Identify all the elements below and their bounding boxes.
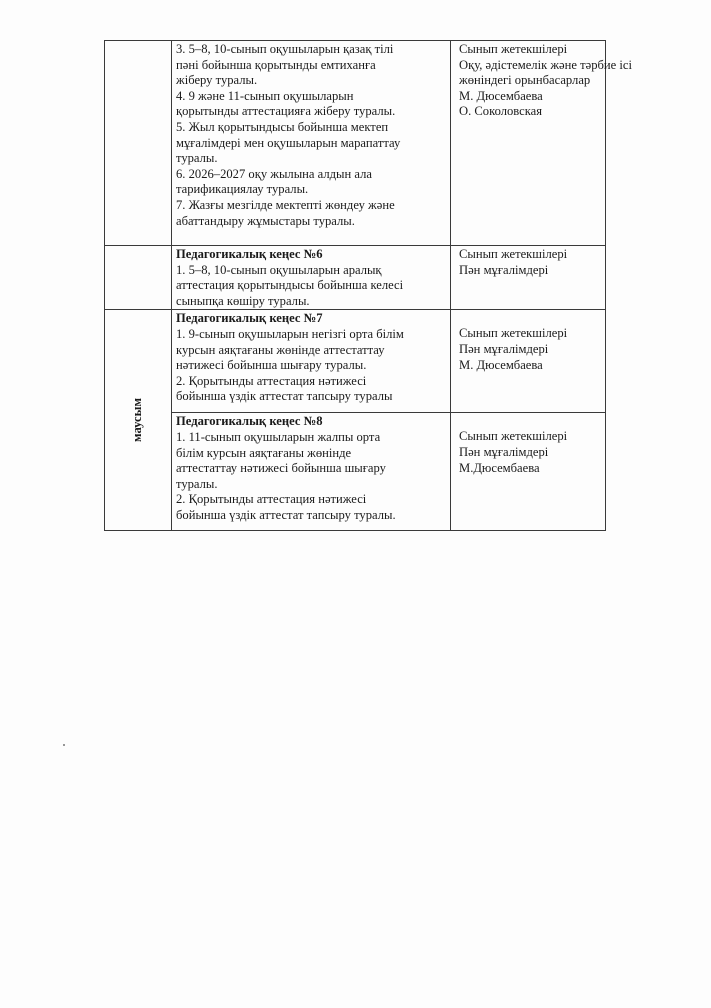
agenda-line: сыныпқа көшіру туралы. [176,293,310,308]
responsible-line: М.Дюсембаева [459,460,540,475]
month-cell-empty [105,41,172,246]
month-cell-empty [105,246,172,310]
agenda-line: жіберу туралы. [176,73,258,88]
agenda-line: мұғалімдері мен оқушыларын марапаттау [176,135,401,150]
agenda-line: тарификациялау туралы. [176,182,309,197]
responsible-line: жөніндегі орынбасарлар [459,73,591,88]
agenda-line: 1. 5–8, 10-сынып оқушыларын аралық [176,262,382,277]
responsible-cell [451,413,606,531]
responsible-line: Сынып жетекшілері [459,42,568,56]
agenda-line: 1. 9-сынып оқушыларын негізгі орта білім [176,326,404,341]
table-row [105,246,606,310]
agenda-line: 7. Жазғы мезгілде мектепті жөндеу және [176,197,395,212]
agenda-line: бойынша үздік аттестат тапсыру туралы. [176,507,396,522]
council-heading: Педагогикалық кеңес №8 [176,414,323,429]
agenda-cell [172,246,451,310]
agenda-line: 6. 2026–2027 оқу жылына алдын ала [176,166,372,181]
responsible-line: Сынып жетекшілері [459,429,568,444]
responsible-line: О. Соколовская [459,104,543,119]
responsible-cell [451,41,632,246]
agenda-line: бойынша үздік аттестат тапсыру туралы [176,389,393,404]
responsible-line: М. Дюсембаева [459,88,543,103]
month-cell [105,310,172,531]
table-row [105,310,606,413]
agenda-line: курсын аяқтағаны жөнінде аттестаттау [176,342,385,357]
agenda-line: 5. Жыл қорытындысы бойынша мектеп [176,119,389,134]
agenda-line: қорытынды аттестацияға жіберу туралы. [176,104,396,119]
agenda-cell [172,413,451,531]
agenda-line: туралы. [176,476,218,491]
table-row [105,41,606,246]
agenda-line: 4. 9 және 11-сынып оқушыларын [176,88,354,103]
responsible-line: Пән мұғалімдері [459,341,549,356]
council-heading: Педагогикалық кеңес №7 [176,311,323,326]
agenda-cell [172,310,451,413]
agenda-line: 2. Қорытынды аттестация нәтижесі [176,492,367,507]
agenda-line: аттестаттау нәтижесі бойынша шығару [176,461,386,476]
table-row [105,413,606,531]
responsible-line: Сынып жетекшілері [459,326,568,341]
agenda-cell [172,41,451,246]
plan-table [104,40,632,531]
council-heading: Педагогикалық кеңес №6 [176,247,323,261]
responsible-cell [451,310,606,413]
scan-speck [63,744,65,746]
responsible-line: Пән мұғалімдері [459,262,549,277]
responsible-line: Пән мұғалімдері [459,444,549,459]
responsible-line: Оқу, әдістемелік және тәрбие ісі [459,57,632,72]
responsible-cell [451,246,606,310]
agenda-line: 1. 11-сынып оқушыларын жалпы орта [176,429,381,444]
responsible-line: М. Дюсембаева [459,357,543,372]
responsible-line: Сынып жетекшілері [459,247,568,261]
agenda-line: туралы. [176,151,218,166]
agenda-line: білім курсын аяқтағаны жөнінде [176,445,352,460]
agenda-line: 2. Қорытынды аттестация нәтижесі [176,373,367,388]
agenda-line: 3. 5–8, 10-сынып оқушыларын қазақ тілі [176,42,394,56]
agenda-line: аттестация қорытындысы бойынша келесі [176,278,404,293]
agenda-line: нәтижесі бойынша шығару туралы. [176,358,367,373]
agenda-line: абаттандыру жұмыстары туралы. [176,213,355,228]
agenda-line: пәні бойынша қорытынды емтиханға [176,57,376,72]
month-label: маусым [130,398,145,443]
